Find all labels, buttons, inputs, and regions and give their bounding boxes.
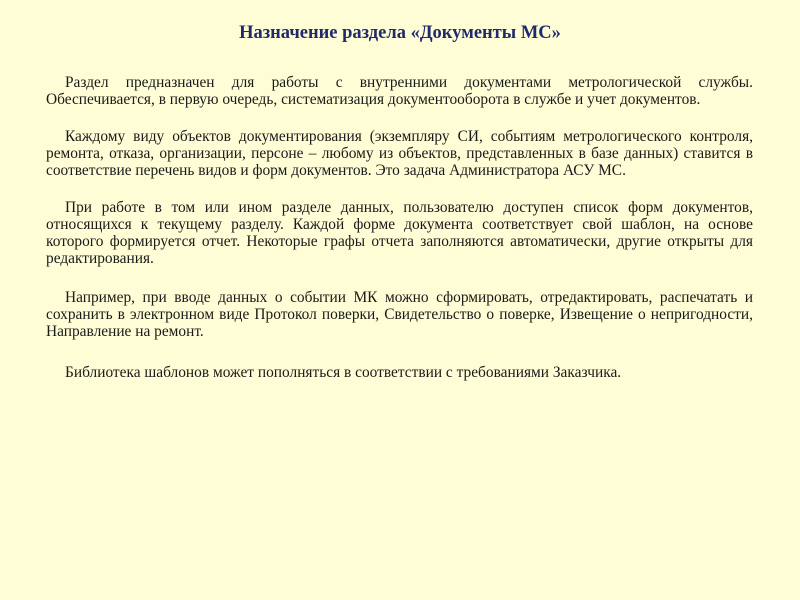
paragraph-purpose: Раздел предназначен для работы с внутренними документами метрологической службы. Обеспечивается, в первую очередь, систематизация документооборота в службе и учет документов. (46, 74, 753, 108)
paragraph-document-types: Каждому виду объектов документирования (экземпляру СИ, событиям метрологического контроля, ремонта, отказа, организации, персоне – любому из объектов, представленных в базе данных) ставится в соответствие перечень видов и форм документов. Это задача Администратора АСУ МС. (46, 128, 753, 179)
paragraph-example: Например, при вводе данных о событии МК можно сформировать, отредактировать, распечатать и сохранить в электронном виде Протокол поверки, Свидетельство о поверке, Извещение о непригодности, Направление на ремонт. (46, 289, 753, 340)
slide-title: Назначение раздела «Документы МС» (239, 23, 561, 43)
slide-body (46, 74, 753, 401)
paragraph-template-library: Библиотека шаблонов может пополняться в соответствии с требованиями Заказчика. (65, 364, 622, 381)
paragraph-form-list: При работе в том или ином разделе данных, пользователю доступен список форм документов, относящихся к текущему разделу. Каждой форме документа соответствует свой шаблон, на основе которого формируется отчет. Некоторые графы отчета заполняются автоматически, другие открыты для редактирования. (46, 199, 753, 267)
